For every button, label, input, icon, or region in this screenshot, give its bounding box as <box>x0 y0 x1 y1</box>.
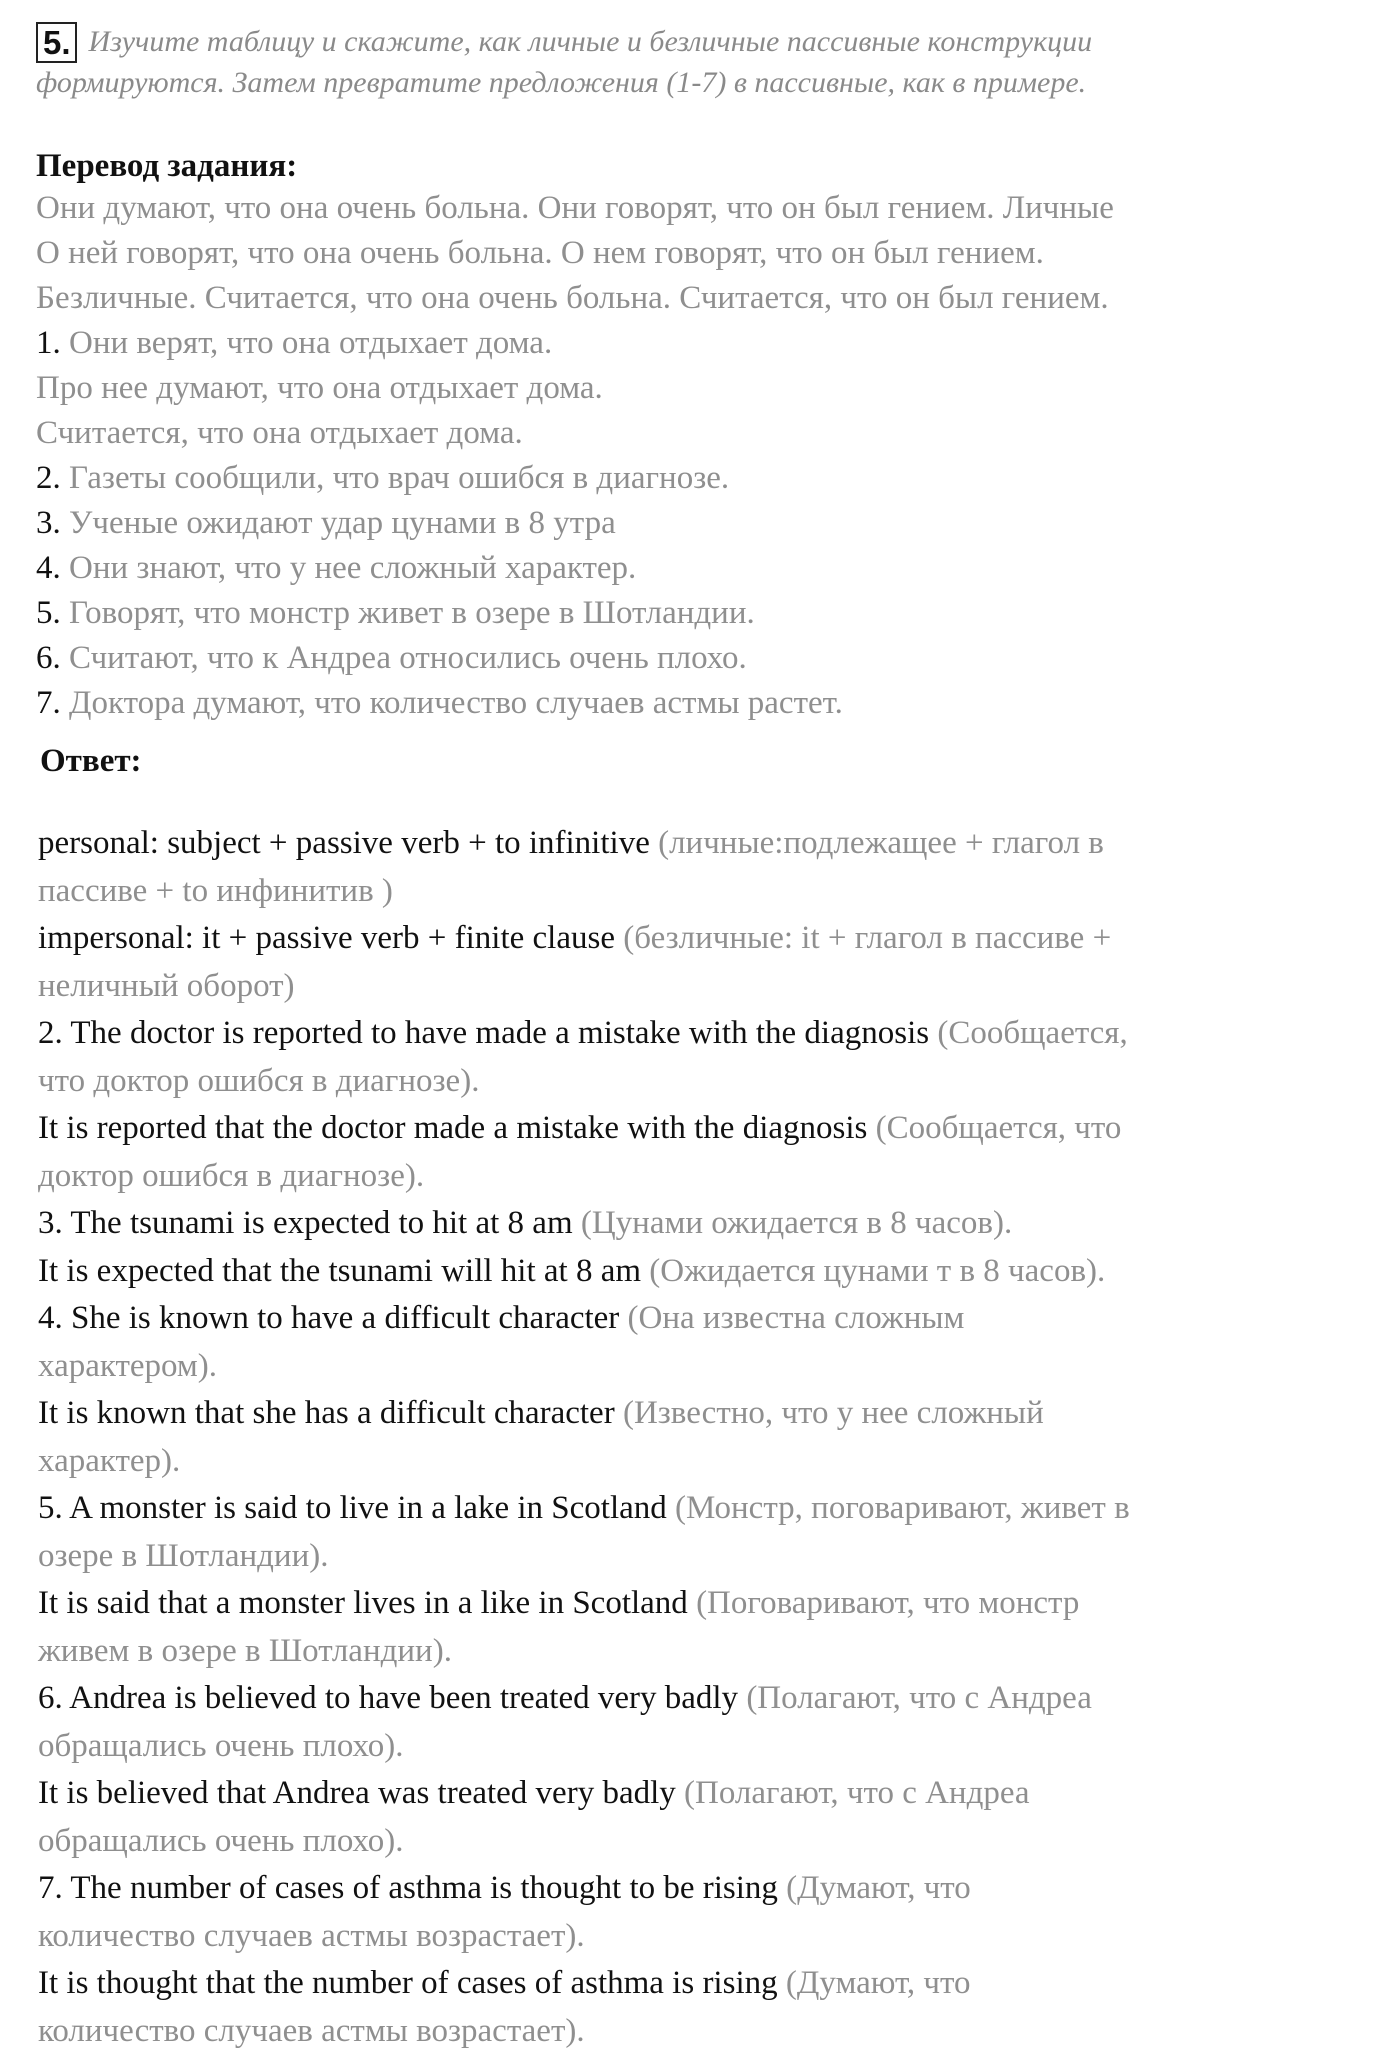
answer-heading: Ответ: <box>40 743 142 779</box>
answer-russian-note: доктор ошибся в диагнозе). <box>38 1157 425 1194</box>
answer-heading-block <box>36 741 1356 781</box>
translation-line-text: Они думают, что она очень больна. Они говорят, что он был гением. Личные <box>36 190 1114 226</box>
translation-line <box>36 546 1356 591</box>
answer-line <box>38 1485 1358 1533</box>
answer-russian-note: (Ожидается цунами т в 8 часов). <box>641 1252 1106 1289</box>
answer-line <box>38 1628 1358 1676</box>
translation-line-text: Они знают, что у нее сложный характер. <box>60 550 637 586</box>
answer-english-text: It is expected that the tsunami will hit at 8 am <box>38 1252 642 1289</box>
answer-russian-note: (Цунами ожидается в 8 часов). <box>572 1205 1013 1241</box>
answer-russian-note: обращались очень плохо). <box>38 1727 404 1764</box>
answer-line <box>38 1248 1358 1296</box>
answer-line <box>38 868 1358 916</box>
translation-line <box>36 681 1356 726</box>
answer-line <box>38 1960 1358 2008</box>
translation-line <box>36 456 1356 501</box>
task-instruction-line-1: Изучите таблицу и скажите, как личные и безличные пассивные конструкции <box>88 25 1093 58</box>
answer-english-text: 7. The number of cases of asthma is thought to be rising <box>38 1870 778 1906</box>
answer-russian-note: характер). <box>38 1442 181 1479</box>
translation-line-number: 3. <box>36 505 61 541</box>
answer-line <box>38 820 1358 868</box>
answer-lines <box>38 820 1358 2055</box>
translation-line <box>36 366 1356 411</box>
translation-line-number: 4. <box>36 550 61 586</box>
answer-english-text: personal: subject + passive verb + to infinitive <box>38 825 650 861</box>
task-header <box>36 22 1356 103</box>
answer-english-text: 5. A monster is said to live in a lake in Scotland <box>38 1490 667 1526</box>
answer-russian-note: (Монстр, поговаривают, живет в <box>666 1490 1130 1526</box>
translation-line-text: Считают, что к Андреа относились очень плохо. <box>60 640 747 676</box>
answer-russian-note: (Полагают, что с Андреа <box>675 1775 1030 1811</box>
answer-russian-note: (Известно, что у нее сложный <box>614 1395 1044 1431</box>
answer-english-text: 2. The doctor is reported to have made a mistake with the diagnosis <box>38 1015 930 1051</box>
translation-line-text: Газеты сообщили, что врач ошибся в диагнозе. <box>60 460 730 496</box>
answer-russian-note: (Думают, что <box>777 1870 971 1906</box>
translation-heading: Перевод задания: <box>36 148 298 184</box>
translation-line <box>36 591 1356 636</box>
translation-line <box>36 411 1356 456</box>
translation-line-number: 7. <box>36 685 61 721</box>
answer-english-text: It is believed that Andrea was treated very badly <box>38 1775 676 1811</box>
answer-line <box>38 915 1358 963</box>
translation-line <box>36 186 1356 231</box>
answer-russian-note: количество случаев астмы возрастает). <box>38 1917 585 1954</box>
answer-line <box>38 1580 1358 1628</box>
translation-line-text: Они верят, что она отдыхает дома. <box>60 325 553 361</box>
answer-line <box>38 1913 1358 1961</box>
translation-lines <box>36 186 1356 726</box>
answer-english-text: impersonal: it + passive verb + finite clause <box>38 920 615 956</box>
answer-english-text: It is reported that the doctor made a mistake with the diagnosis <box>38 1110 868 1146</box>
answer-line <box>38 1770 1358 1818</box>
translation-line-number: 1. <box>36 325 61 361</box>
answer-line <box>38 1105 1358 1153</box>
answer-russian-note: озере в Шотландии). <box>38 1537 329 1574</box>
answer-russian-note: (Поговаривают, что монстр <box>687 1585 1080 1621</box>
answer-line <box>38 1438 1358 1486</box>
answer-english-text: 3. The tsunami is expected to hit at 8 am <box>38 1205 573 1241</box>
translation-line <box>36 321 1356 366</box>
answer-english-text: It is thought that the number of cases of asthma is rising <box>38 1965 778 2001</box>
answer-line <box>38 1058 1358 1106</box>
answer-line <box>38 1390 1358 1438</box>
translation-line-number: 6. <box>36 640 61 676</box>
answer-russian-note: живем в озере в Шотландии). <box>38 1632 452 1669</box>
answer-line <box>38 1818 1358 1866</box>
translation-line-text: Считается, что она отдыхает дома. <box>36 415 523 451</box>
answer-russian-note: неличный оборот) <box>38 967 295 1004</box>
answer-russian-note: характером). <box>38 1347 218 1384</box>
translation-section <box>36 146 1356 726</box>
answer-russian-note: (Думают, что <box>777 1965 971 2001</box>
answer-line <box>38 1865 1358 1913</box>
translation-line <box>36 501 1356 546</box>
answer-english-text: 6. Andrea is believed to have been treated very badly <box>38 1680 739 1716</box>
answer-russian-note: (личные:подлежащее + глагол в <box>649 825 1104 861</box>
translation-line <box>36 636 1356 681</box>
answer-line <box>38 963 1358 1011</box>
answer-section <box>38 820 1358 2055</box>
answer-russian-note: (Она известна сложным <box>619 1300 965 1336</box>
translation-line <box>36 276 1356 321</box>
answer-russian-note: обращались очень плохо). <box>38 1822 404 1859</box>
translation-line-number: 2. <box>36 460 61 496</box>
answer-english-text: 4. She is known to have a difficult character <box>38 1300 620 1336</box>
translation-line-text: Ученые ожидают удар цунами в 8 утра <box>60 505 616 541</box>
answer-line <box>38 1675 1358 1723</box>
answer-line <box>38 1533 1358 1581</box>
translation-line-text: Доктора думают, что количество случаев астмы растет. <box>60 685 843 721</box>
translation-line-number: 5. <box>36 595 61 631</box>
translation-line-text: Про нее думают, что она отдыхает дома. <box>36 370 603 406</box>
translation-line <box>36 231 1356 276</box>
answer-russian-note: количество случаев астмы возрастает). <box>38 2012 585 2049</box>
answer-english-text: It is known that she has a difficult character <box>38 1395 615 1431</box>
answer-line <box>38 1153 1358 1201</box>
translation-line-text: Безличные. Считается, что она очень больна. Считается, что он был гением. <box>36 280 1109 316</box>
task-instruction-line-2: формируются. Затем превратите предложения (1-7) в пассивные, как в примере. <box>36 66 1087 99</box>
answer-russian-note: (Сообщается, что <box>867 1110 1122 1146</box>
answer-russian-note: (Сообщается, <box>929 1015 1128 1051</box>
answer-line <box>38 1343 1358 1391</box>
answer-line <box>38 1295 1358 1343</box>
answer-line <box>38 2008 1358 2056</box>
answer-line <box>38 1010 1358 1058</box>
task-number-box: 5. <box>36 22 77 63</box>
answer-russian-note: что доктор ошибся в диагнозе). <box>38 1062 480 1099</box>
translation-line-text: Говорят, что монстр живет в озере в Шотландии. <box>60 595 755 631</box>
answer-russian-note: (Полагают, что с Андреа <box>738 1680 1092 1716</box>
answer-line <box>38 1200 1358 1248</box>
answer-line <box>38 1723 1358 1771</box>
answer-english-text: It is said that a monster lives in a like in Scotland <box>38 1585 688 1621</box>
answer-russian-note: пассиве + to инфинитив ) <box>38 872 393 909</box>
answer-russian-note: (безличные: it + глагол в пассиве + <box>614 920 1112 956</box>
translation-line-text: О ней говорят, что она очень больна. О нем говорят, что он был гением. <box>36 235 1044 271</box>
